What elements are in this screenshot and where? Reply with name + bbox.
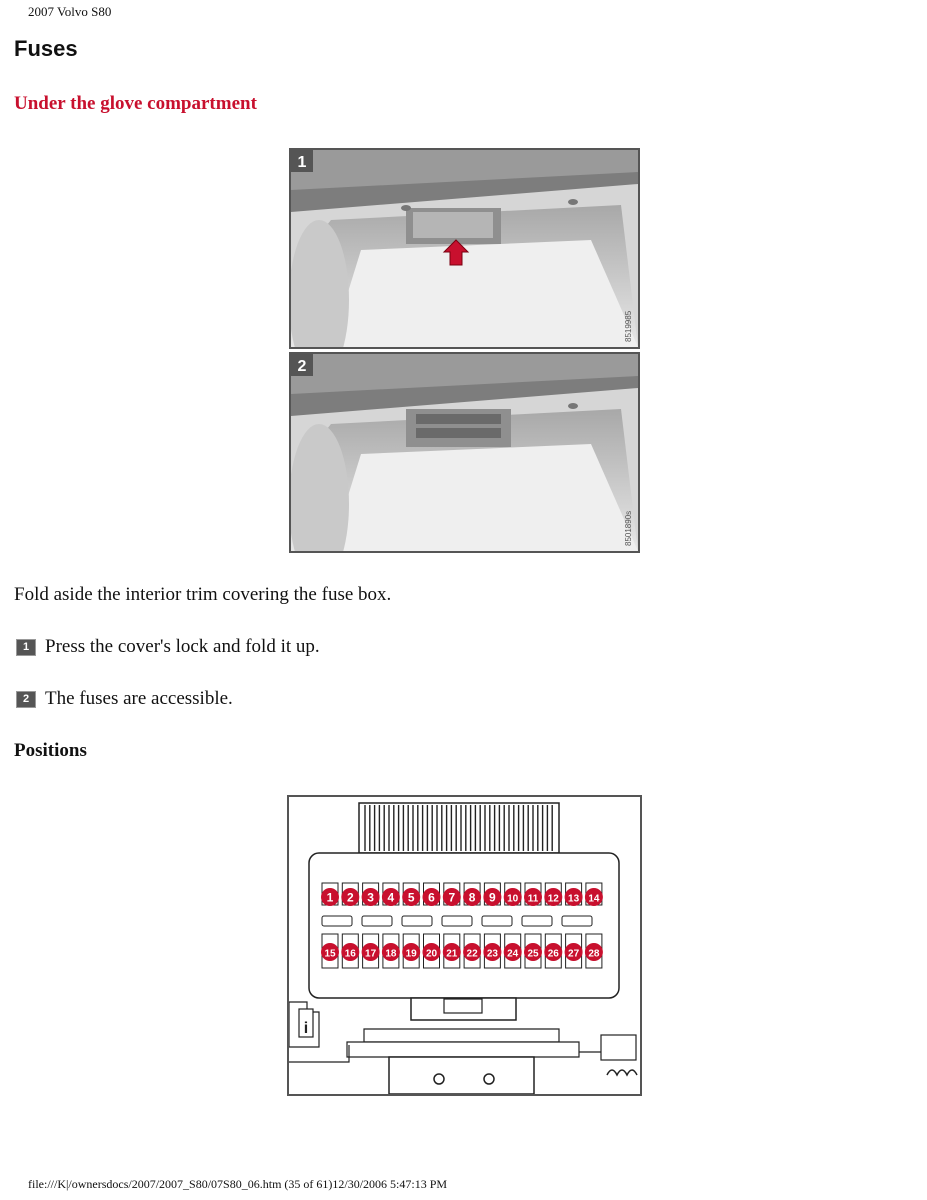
section-title: Under the glove compartment [14,93,257,114]
fuse-number-11: 11 [527,893,539,905]
fuse-number-26: 26 [547,948,559,960]
fuse-number-10: 10 [507,893,519,905]
positions-title: Positions [14,740,87,761]
middle-slot [522,916,552,926]
figure-panel-2 [289,352,640,553]
fuse-box-illustration [289,797,640,1094]
step-1-text: Press the cover's lock and fold it up. [45,636,320,657]
middle-slot [442,916,472,926]
fuse-number-17: 17 [365,948,377,960]
fuse-number-16: 16 [344,948,356,960]
step-2 [16,688,233,710]
fuse-number-1: 1 [326,890,334,905]
fuse-number-6: 6 [428,890,435,905]
fuse-number-9: 9 [489,890,496,905]
fuse-positions-diagram [287,795,642,1096]
fuse-number-21: 21 [446,948,458,960]
fuse-number-20: 20 [425,948,438,960]
fuse-number-5: 5 [407,890,415,905]
fuse-number-27: 27 [568,948,580,960]
fuse-number-28: 28 [588,948,600,960]
panel-1-label: 1 [297,154,307,171]
fuse-number-15: 15 [324,948,336,960]
step-1 [16,636,320,658]
panel-1-code: 8519985 [624,310,633,342]
fuse-number-12: 12 [547,893,559,905]
panel-2-label: 2 [297,358,307,375]
intro-paragraph: Fold aside the interior trim covering the fuse box. [14,584,392,605]
step-1-badge: 1 [16,639,36,656]
fuse-number-2: 2 [346,890,354,905]
middle-slot [562,916,592,926]
page-title: Fuses [14,36,78,61]
fuse-number-13: 13 [568,893,580,905]
glovebox-illustration-2 [291,354,638,551]
fuse-number-4: 4 [387,890,395,905]
panel-2-code: 8501890s [624,510,633,546]
step-2-badge: 2 [16,691,36,708]
fuse-number-18: 18 [385,948,397,960]
fuse-number-23: 23 [486,948,498,960]
fuse-number-24: 24 [507,948,519,960]
fuse-number-7: 7 [448,890,456,905]
fuse-number-19: 19 [405,948,417,960]
middle-slot [362,916,392,926]
info-icon: i [303,1020,309,1037]
middle-slot [402,916,432,926]
footer-file-path: file:///K|/ownersdocs/2007/2007_S80/07S80_06.htm (35 of 61)12/30/2006 5:47:13 PM [28,1177,448,1191]
fuse-number-8: 8 [468,890,476,905]
middle-slot [322,916,352,926]
fuse-number-14: 14 [588,893,600,905]
step-2-text: The fuses are accessible. [45,688,233,709]
fuse-number-22: 22 [466,948,478,960]
glovebox-illustration-1 [291,150,638,347]
document-header-title: 2007 Volvo S80 [28,4,112,19]
fuse-number-3: 3 [367,890,374,905]
figure-panel-1 [289,148,640,349]
fuse-number-25: 25 [527,948,539,960]
middle-slot [482,916,512,926]
